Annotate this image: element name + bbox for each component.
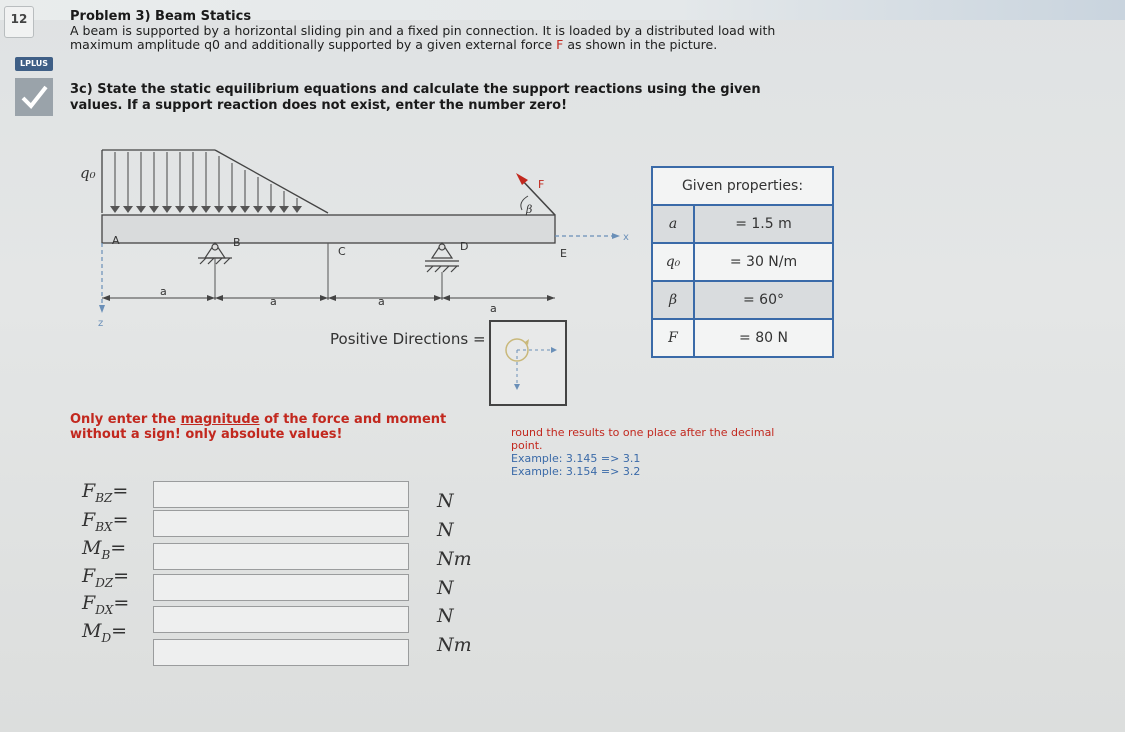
fdx-unit: N bbox=[437, 605, 454, 627]
z-axis-label: z bbox=[98, 318, 104, 329]
given-row-q0: q₀ = 30 N/m bbox=[653, 244, 832, 282]
fdx-input[interactable] bbox=[153, 606, 409, 633]
magnitude-note: Only enter the magnitude of the force and moment without a sign! only absolute values! bbox=[70, 412, 447, 442]
point-b-label: B bbox=[233, 236, 241, 249]
lplus-badge: LPLUS bbox=[15, 57, 53, 71]
fbz-label: $F_{BZ}=$ bbox=[82, 480, 129, 505]
dim-a-1: a bbox=[160, 285, 167, 298]
x-axis-label: x bbox=[623, 232, 629, 243]
q0-label: q₀ bbox=[80, 164, 96, 182]
positive-directions-icon bbox=[489, 320, 567, 406]
fbx-unit: N bbox=[437, 519, 454, 541]
checkmark-icon bbox=[15, 78, 53, 116]
md-input[interactable] bbox=[153, 639, 409, 666]
dim-a-4: a bbox=[490, 302, 497, 315]
given-properties-header: Given properties: bbox=[653, 168, 832, 206]
md-unit: Nm bbox=[437, 634, 472, 656]
fdz-label: $F_{DZ}=$ bbox=[82, 565, 130, 590]
force-symbol: F bbox=[556, 37, 564, 52]
given-row-a: a = 1.5 m bbox=[653, 206, 832, 244]
positive-directions-label: Positive Directions = bbox=[330, 330, 486, 348]
fdz-unit: N bbox=[437, 577, 454, 599]
point-d-label: D bbox=[460, 240, 469, 253]
fbx-label: $F_{BX}=$ bbox=[82, 509, 129, 534]
mb-unit: Nm bbox=[437, 548, 472, 570]
support-d bbox=[425, 243, 459, 272]
point-a-label: A bbox=[112, 234, 120, 247]
example-2: Example: 3.154 => 3.2 bbox=[511, 465, 641, 478]
question-number[interactable]: 12 bbox=[4, 6, 34, 38]
problem-description: A beam is supported by a horizontal sliding pin and a fixed pin connection. It is loaded by a distributed load with maximum amplitude q0 and additionally supported by a given external force F as shown in the picture. bbox=[70, 23, 776, 52]
dim-a-2: a bbox=[270, 295, 277, 308]
point-c-label: C bbox=[338, 245, 346, 258]
fdx-label: $F_{DX}=$ bbox=[82, 592, 130, 617]
md-label: $M_D=$ bbox=[82, 620, 128, 645]
fbx-input[interactable] bbox=[153, 510, 409, 537]
beam-diagram bbox=[60, 140, 650, 330]
example-1: Example: 3.145 => 3.1 bbox=[511, 452, 641, 465]
given-row-beta: β = 60° bbox=[653, 282, 832, 320]
mb-input[interactable] bbox=[153, 543, 409, 570]
force-label: F bbox=[538, 178, 545, 191]
fbz-input[interactable] bbox=[153, 481, 409, 508]
mb-label: $M_B=$ bbox=[82, 537, 127, 562]
given-row-f: F = 80 N bbox=[653, 320, 832, 356]
rounding-note: round the results to one place after the decimal point. Example: 3.145 => 3.1 Example: 3.154 => 3.2 bbox=[511, 426, 791, 478]
problem-title: Problem 3) Beam Statics bbox=[70, 9, 252, 24]
task-text: 3c) State the static equilibrium equations and calculate the support reactions using the given values. If a support reaction does not exist, enter the number zero! bbox=[70, 82, 761, 113]
dim-a-3: a bbox=[378, 295, 385, 308]
beta-label: β bbox=[526, 203, 533, 216]
given-properties-table bbox=[651, 166, 834, 358]
beam bbox=[102, 215, 555, 243]
point-e-label: E bbox=[560, 247, 567, 260]
fbz-unit: N bbox=[437, 490, 454, 512]
fdz-input[interactable] bbox=[153, 574, 409, 601]
